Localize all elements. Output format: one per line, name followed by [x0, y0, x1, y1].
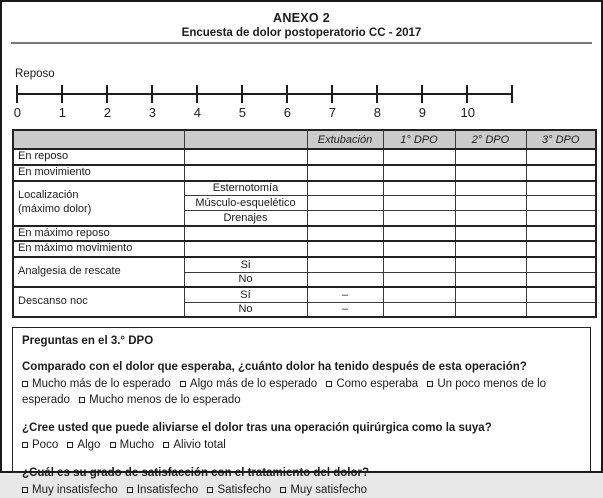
- scale-number: 1: [58, 105, 66, 120]
- row-sublabel-cell: [184, 226, 307, 242]
- checkbox-icon[interactable]: [280, 487, 286, 493]
- value-cell-empty[interactable]: [307, 211, 383, 226]
- row-label-cell: En máximo movimiento: [13, 241, 184, 257]
- value-cell-empty[interactable]: [526, 196, 596, 211]
- scale-tick: [196, 85, 198, 103]
- answer-option[interactable]: [22, 439, 58, 451]
- option-label: Mucho menos de lo esperado: [89, 394, 241, 407]
- value-cell-empty[interactable]: [383, 181, 455, 196]
- scale-label-reposo: Reposo: [15, 68, 55, 80]
- answer-option[interactable]: [280, 484, 367, 496]
- table-header-cell: 2° DPO: [455, 130, 526, 149]
- checkbox-icon[interactable]: [79, 397, 85, 403]
- question-options: [22, 376, 581, 408]
- value-cell-empty[interactable]: [307, 241, 383, 257]
- value-cell-empty[interactable]: [526, 165, 596, 181]
- checkbox-icon[interactable]: [22, 487, 28, 493]
- value-cell-empty[interactable]: [455, 181, 526, 196]
- title-divider: [11, 42, 592, 44]
- table-row: [13, 149, 596, 165]
- checkbox-icon[interactable]: [22, 442, 28, 448]
- value-cell-empty[interactable]: [383, 287, 455, 302]
- checkbox-icon[interactable]: [67, 442, 73, 448]
- checkbox-icon[interactable]: [163, 442, 169, 448]
- pain-scale: [15, 68, 601, 123]
- value-cell-empty[interactable]: [383, 226, 455, 242]
- value-cell-empty[interactable]: [307, 257, 383, 272]
- row-sublabel-cell: Esternotomía: [184, 181, 307, 196]
- answer-option[interactable]: [79, 394, 241, 406]
- table-row: [13, 257, 596, 272]
- scale-tick: [331, 85, 333, 103]
- option-label: Algo más de lo esperado: [189, 377, 318, 390]
- scale-number: 6: [283, 105, 291, 120]
- row-sublabel-cell: No: [184, 302, 307, 317]
- value-cell-empty[interactable]: [307, 196, 383, 211]
- scale-number: 2: [103, 105, 111, 120]
- row-sublabel-cell: Si: [184, 257, 307, 272]
- question-text: ¿Cuál es su grado de satisfacción con el tratamiento del dolor?: [22, 467, 369, 480]
- table-header-cell: [13, 130, 184, 149]
- scale-number: 5: [238, 105, 246, 120]
- option-label: Un poco menos de lo esperado: [22, 377, 547, 407]
- option-label: Alivio total: [173, 439, 226, 452]
- scale-number: 4: [193, 105, 201, 120]
- scale-number: 9: [418, 105, 426, 120]
- value-cell-empty[interactable]: [526, 241, 596, 257]
- value-cell-empty[interactable]: [455, 165, 526, 181]
- question-block: [22, 466, 581, 498]
- value-cell-empty[interactable]: [383, 257, 455, 272]
- value-cell-empty[interactable]: [526, 287, 596, 302]
- scale-tick: [511, 85, 513, 103]
- row-sublabel-cell: [184, 149, 307, 165]
- value-cell-na: –: [307, 287, 383, 302]
- scale-tick: [151, 85, 153, 103]
- row-label-cell: En máximo reposo: [13, 226, 184, 242]
- option-label: Mucho más de lo esperado: [32, 377, 171, 390]
- scale-number: 7: [328, 105, 336, 120]
- value-cell-empty[interactable]: [307, 272, 383, 287]
- checkbox-icon[interactable]: [207, 487, 213, 493]
- scale-tick: [421, 85, 423, 103]
- value-cell-empty[interactable]: [383, 272, 455, 287]
- value-cell-empty[interactable]: [526, 272, 596, 287]
- value-cell-empty[interactable]: [526, 149, 596, 165]
- scale-tick: [376, 85, 378, 103]
- row-sublabel-cell: [184, 165, 307, 181]
- value-cell-empty[interactable]: [383, 211, 455, 226]
- scale-tick: [16, 85, 18, 103]
- table-row: [13, 181, 596, 196]
- option-label: Muy insatisfecho: [32, 484, 118, 497]
- value-cell-empty[interactable]: [307, 165, 383, 181]
- option-label: Mucho: [119, 439, 155, 452]
- row-label-cell: Analgesia de rescate: [13, 257, 184, 287]
- answer-option[interactable]: [207, 484, 271, 496]
- value-cell-empty[interactable]: [455, 302, 526, 317]
- question-block: [22, 360, 581, 408]
- answer-option[interactable]: [22, 484, 118, 496]
- checkbox-icon[interactable]: [22, 381, 28, 387]
- value-cell-empty[interactable]: [526, 302, 596, 317]
- answer-option[interactable]: [127, 484, 198, 496]
- value-cell-empty[interactable]: [307, 226, 383, 242]
- row-label-cell: En movimiento: [13, 165, 184, 181]
- row-label-cell: Localización (máximo dolor): [13, 181, 184, 226]
- value-cell-empty[interactable]: [307, 149, 383, 165]
- question-text: ¿Cree usted que puede aliviarse el dolor tras una operación quirúrgica como la suya?: [22, 422, 492, 435]
- row-sublabel-cell: Drenajes: [184, 211, 307, 226]
- value-cell-empty[interactable]: [383, 241, 455, 257]
- value-cell-empty[interactable]: [383, 196, 455, 211]
- value-cell-empty[interactable]: [455, 226, 526, 242]
- option-label: Insatisfecho: [136, 484, 199, 497]
- scale-tick: [61, 85, 63, 103]
- table-header-cell: 1° DPO: [383, 130, 455, 149]
- document-subtitle: Encuesta de dolor postoperatorio CC - 2017: [181, 27, 422, 39]
- row-label-cell: En reposo: [13, 149, 184, 165]
- value-cell-empty[interactable]: [455, 241, 526, 257]
- pain-table: [12, 129, 597, 318]
- value-cell-empty[interactable]: [526, 181, 596, 196]
- scale-number: 3: [148, 105, 156, 120]
- answer-option[interactable]: [326, 378, 418, 390]
- questions-box: [12, 327, 591, 497]
- option-label: Muy satisfecho: [290, 484, 368, 497]
- value-cell-empty[interactable]: [455, 272, 526, 287]
- row-sublabel-cell: Músculo-esquelético: [184, 196, 307, 211]
- document-title: ANEXO 2: [273, 11, 330, 25]
- pain-table-header-row: [13, 130, 596, 149]
- option-label: Algo: [77, 439, 101, 452]
- option-label: Poco: [32, 439, 59, 452]
- checkbox-icon[interactable]: [180, 381, 186, 387]
- checkbox-icon[interactable]: [110, 442, 116, 448]
- value-cell-empty[interactable]: [455, 287, 526, 302]
- checkbox-icon[interactable]: [326, 381, 332, 387]
- answer-option[interactable]: [22, 378, 171, 390]
- row-sublabel-cell: Sí: [184, 287, 307, 302]
- scale-tick: [241, 85, 243, 103]
- value-cell-empty[interactable]: [307, 181, 383, 196]
- row-sublabel-cell: No: [184, 272, 307, 287]
- value-cell-empty[interactable]: [383, 165, 455, 181]
- table-row: [13, 165, 596, 181]
- question-block: [22, 421, 581, 453]
- question-text: Comparado con el dolor que esperaba, ¿cuánto dolor ha tenido después de esta operación?: [22, 361, 527, 373]
- question-options: [22, 482, 581, 498]
- scale-line: [16, 93, 513, 95]
- value-cell-empty[interactable]: [526, 211, 596, 226]
- value-cell-empty[interactable]: [383, 302, 455, 317]
- pain-scale-ruler: [13, 83, 601, 123]
- table-header-cell: 3° DPO: [526, 130, 596, 149]
- answer-option[interactable]: [67, 439, 100, 451]
- value-cell-empty[interactable]: [455, 257, 526, 272]
- title-block: [2, 2, 601, 39]
- scale-number: 8: [373, 105, 381, 120]
- option-label: Como esperaba: [336, 377, 419, 390]
- value-cell-empty[interactable]: [455, 211, 526, 226]
- questions-list: [22, 360, 581, 498]
- scale-number: 10: [460, 105, 475, 120]
- answer-option[interactable]: [110, 439, 155, 451]
- row-label-cell: Descanso noc: [13, 287, 184, 317]
- answer-option[interactable]: [180, 378, 317, 390]
- scale-number: 0: [13, 105, 21, 120]
- value-cell-empty[interactable]: [455, 149, 526, 165]
- table-row: [13, 287, 596, 302]
- answer-option[interactable]: [163, 439, 225, 451]
- table-row: [13, 241, 596, 257]
- value-cell-empty[interactable]: [526, 226, 596, 242]
- table-row: [13, 226, 596, 242]
- checkbox-icon[interactable]: [427, 381, 433, 387]
- option-label: Satisfecho: [217, 484, 272, 497]
- value-cell-na: –: [307, 302, 383, 317]
- pain-table-body: [13, 149, 596, 317]
- value-cell-empty[interactable]: [383, 149, 455, 165]
- questions-section-title: Preguntas en el 3.° DPO: [22, 335, 154, 347]
- question-options: [22, 437, 581, 453]
- scale-tick: [106, 85, 108, 103]
- row-sublabel-cell: [184, 241, 307, 257]
- value-cell-empty[interactable]: [526, 257, 596, 272]
- value-cell-empty[interactable]: [455, 196, 526, 211]
- checkbox-icon[interactable]: [127, 487, 133, 493]
- scale-tick: [466, 85, 468, 103]
- scale-tick: [286, 85, 288, 103]
- table-header-cell: Extubación: [307, 130, 383, 149]
- table-header-cell: [184, 130, 307, 149]
